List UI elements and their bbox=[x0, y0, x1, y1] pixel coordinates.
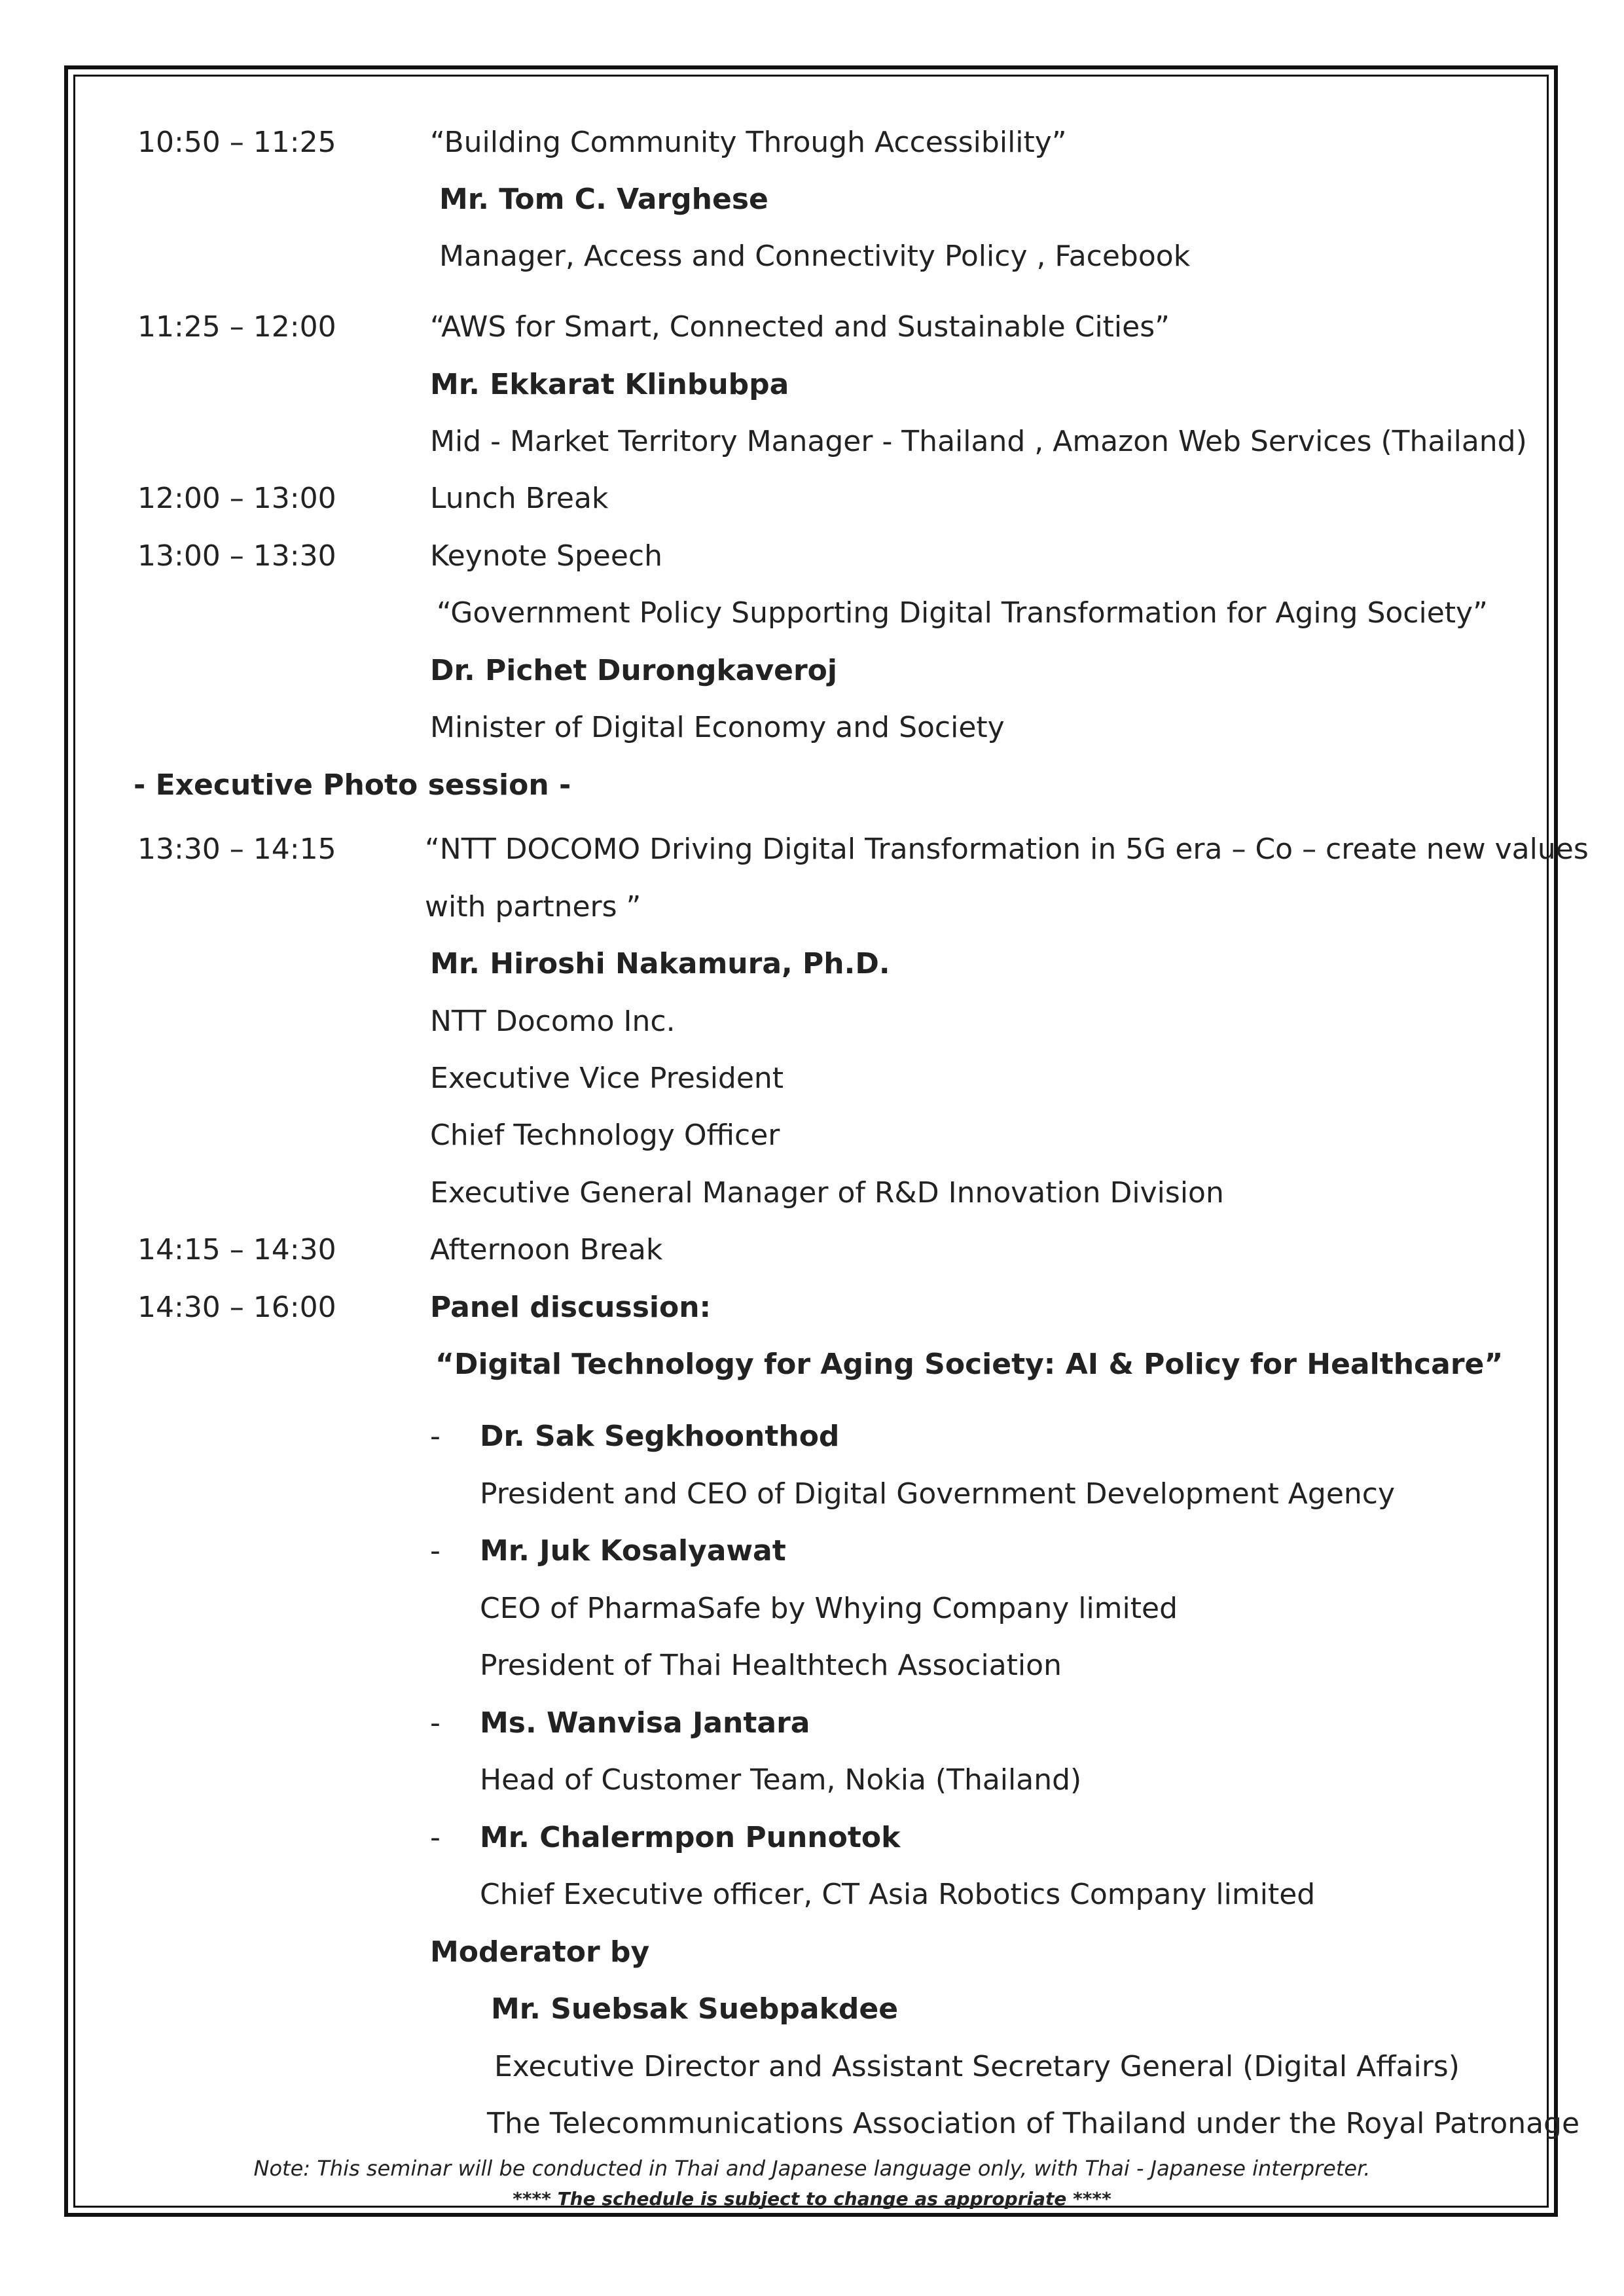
moderator-label: Moderator by bbox=[430, 1935, 650, 1969]
bullet: - bbox=[430, 1821, 441, 1854]
panelist-role: Head of Customer Team, Nokia (Thailand) bbox=[480, 1763, 1082, 1797]
moderator-role: The Telecommunications Association of Thailand under the Royal Patronage bbox=[487, 2107, 1580, 2140]
speaker-name: Mr. Hiroshi Nakamura, Ph.D. bbox=[430, 947, 890, 980]
bullet: - bbox=[430, 1706, 441, 1740]
session-label: Keynote Speech bbox=[430, 539, 662, 573]
session-title-continued: with partners ” bbox=[425, 890, 641, 924]
schedule-disclaimer: **** The schedule is subject to change as appropriate **** bbox=[513, 2188, 1111, 2210]
language-note: Note: This seminar will be conducted in Thai and Japanese language only, with Thai - Japanese interpreter. bbox=[253, 2156, 1371, 2181]
panelist-name: Dr. Sak Segkhoonthod bbox=[480, 1420, 840, 1453]
session-time: 12:00 – 13:00 bbox=[137, 482, 336, 515]
speaker-role: Chief Technology Officer bbox=[430, 1119, 780, 1152]
session-title: “Building Community Through Accessibility” bbox=[430, 126, 1067, 159]
session-title: “Digital Technology for Aging Society: AI & Policy for Healthcare” bbox=[435, 1348, 1504, 1381]
session-time: 13:00 – 13:30 bbox=[137, 539, 336, 573]
session-label: Panel discussion: bbox=[430, 1291, 712, 1324]
session-title: Lunch Break bbox=[430, 482, 609, 515]
speaker-name: Mr. Ekkarat Klinbubpa bbox=[430, 368, 789, 401]
session-time: 14:30 – 16:00 bbox=[137, 1291, 336, 1324]
bullet: - bbox=[430, 1534, 441, 1568]
session-title: “NTT DOCOMO Driving Digital Transformation in 5G era – Co – create new values bbox=[425, 833, 1589, 866]
speaker-role: Executive Vice President bbox=[430, 1062, 784, 1095]
speaker-role: Executive General Manager of R&D Innovation Division bbox=[430, 1176, 1224, 1210]
session-time: 14:15 – 14:30 bbox=[137, 1233, 336, 1266]
moderator-name: Mr. Suebsak Suebpakdee bbox=[491, 1992, 899, 2026]
panelist-role: President of Thai Healthtech Association bbox=[480, 1649, 1062, 1682]
panelist-role: Chief Executive officer, CT Asia Robotics Company limited bbox=[480, 1878, 1316, 1911]
panelist-role: President and CEO of Digital Government Development Agency bbox=[480, 1477, 1396, 1511]
speaker-role: Manager, Access and Connectivity Policy , Facebook bbox=[439, 240, 1191, 273]
panelist-name: Ms. Wanvisa Jantara bbox=[480, 1706, 810, 1740]
panelist-name: Mr. Chalermpon Punnotok bbox=[480, 1821, 901, 1854]
speaker-role: Minister of Digital Economy and Society bbox=[430, 711, 1005, 744]
session-time: 13:30 – 14:15 bbox=[137, 833, 336, 866]
session-time: 11:25 – 12:00 bbox=[137, 310, 336, 344]
speaker-name: Mr. Tom C. Varghese bbox=[439, 183, 768, 216]
session-title: “AWS for Smart, Connected and Sustainable Cities” bbox=[430, 310, 1170, 344]
bullet: - bbox=[430, 1420, 441, 1453]
speaker-name: Dr. Pichet Durongkaveroj bbox=[430, 654, 837, 687]
moderator-role: Executive Director and Assistant Secretary General (Digital Affairs) bbox=[494, 2050, 1460, 2083]
session-title: Afternoon Break bbox=[430, 1233, 663, 1266]
panelist-role: CEO of PharmaSafe by Whying Company limited bbox=[480, 1592, 1178, 1625]
session-time: 10:50 – 11:25 bbox=[137, 126, 336, 159]
photo-session: - Executive Photo session - bbox=[134, 768, 571, 802]
speaker-role: Mid - Market Territory Manager - Thailand , Amazon Web Services (Thailand) bbox=[430, 425, 1527, 458]
session-title: “Government Policy Supporting Digital Transformation for Aging Society” bbox=[437, 596, 1488, 630]
speaker-role: NTT Docomo Inc. bbox=[430, 1005, 676, 1038]
panelist-name: Mr. Juk Kosalyawat bbox=[480, 1534, 786, 1568]
